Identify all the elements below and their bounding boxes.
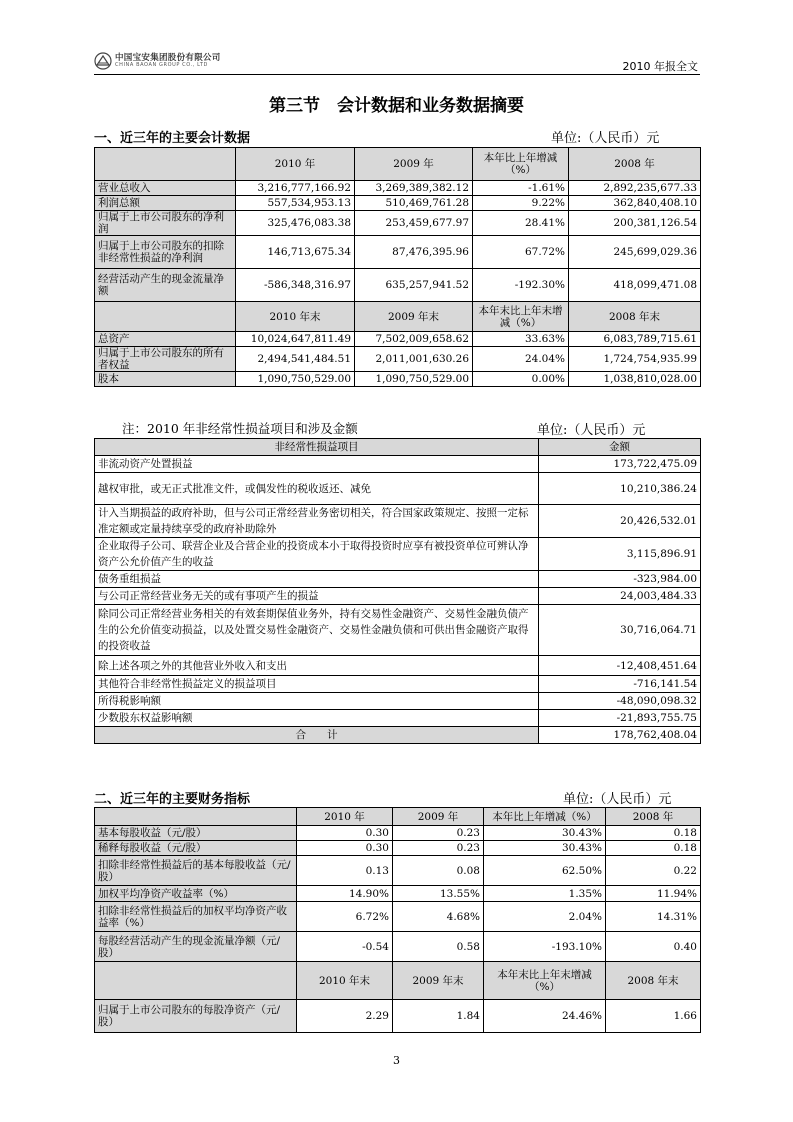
column-header: 2008 年 [606,808,701,826]
table-cell: 87,476,395.96 [355,236,473,269]
row-label: 总资产 [95,332,236,347]
table-cell: -193.10% [484,932,606,962]
table-cell: 24,003,484.33 [539,588,701,605]
table-row [95,902,701,932]
table-cell: 2,494,541,484.51 [236,347,355,372]
table-cell: 62.50% [484,856,606,886]
table-cell: -716,141.54 [539,676,701,693]
table-cell: 2.04% [484,902,606,932]
table-cell: 0.30 [297,841,393,856]
row-label: 与公司正常经营业务无关的或有事项产生的损益 [95,588,539,605]
table-cell: 146,713,675.34 [236,236,355,269]
table-cell: -323,984.00 [539,571,701,588]
table-cell: 0.58 [393,932,484,962]
table-cell: 510,469,761.28 [355,196,473,211]
row-label: 归属于上市公司股东的所有者权益 [95,347,236,372]
table-row [95,456,701,473]
column-header [95,302,236,332]
row-label: 非流动资产处置损益 [95,456,539,473]
table-cell: -0.54 [297,932,393,962]
column-header: 本年比上年增减（%） [484,808,606,826]
table-cell: -12,408,451.64 [539,656,701,676]
report-name: 2010 年报全文 [622,60,698,73]
table-cell: 0.00% [473,372,569,387]
column-header: 2008 年末 [606,962,701,1000]
company-logo-icon [94,52,112,70]
total-label: 合 计 [95,727,539,744]
table-cell: 557,534,953.13 [236,196,355,211]
table-cell: 418,099,471.08 [569,269,701,302]
table-cell: 24.04% [473,347,569,372]
table-row [95,1000,701,1033]
row-label: 计入当期损益的政府补助，但与公司正常经营业务密切相关，符合国家政策规定、按照一定标准定额或定量持续享受的政府补助除外 [95,505,539,538]
column-header [95,962,297,1000]
table-row [95,826,701,841]
company-logo [94,52,221,70]
table-cell: 1,038,810,028.00 [569,372,701,387]
column-header: 本年末比上年末增减（%） [484,962,606,1000]
table-cell: 362,840,408.10 [569,196,701,211]
row-label: 除同公司正常经营业务相关的有效套期保值业务外，持有交易性金融资产、交易性金融负债产生的公允价值变动损益，以及处置交易性金融资产、交易性金融负债和可供出售金融资产取得的投资收益 [95,605,539,656]
column-header: 2010 年末 [297,962,393,1000]
row-label: 所得税影响额 [95,693,539,710]
table-row [95,693,701,710]
table-row [95,656,701,676]
table-cell: 253,459,677.97 [355,211,473,236]
total-row [95,727,701,744]
table-row [95,196,701,211]
note-title: 注：2010 年非经常性损益项目和涉及金额 [122,421,358,436]
table-cell: 2.29 [297,1000,393,1033]
table-row [95,605,701,656]
table-row [95,710,701,727]
row-label: 经营活动产生的现金流量净额 [95,269,236,302]
table-cell: 14.31% [606,902,701,932]
table-row [95,372,701,387]
table-row [95,932,701,962]
table-cell: 0.18 [606,841,701,856]
table-row [95,571,701,588]
table-cell: 4.68% [393,902,484,932]
row-label: 少数股东权益影响额 [95,710,539,727]
table-row [95,332,701,347]
row-label: 扣除非经常性损益后的加权平均净资产收益率（%） [95,902,297,932]
column-header [95,808,297,826]
accounting-data-table [94,147,701,387]
table-cell: 11.94% [606,886,701,902]
table-cell: 0.08 [393,856,484,886]
table-row [95,886,701,902]
column-header: 2010 年 [297,808,393,826]
column-header: 2009 年 [355,148,473,181]
column-header: 金额 [539,439,701,456]
non-recurring-items-table [94,438,701,744]
table-cell: 200,381,126.54 [569,211,701,236]
column-header: 本年比上年增减（%） [473,148,569,181]
table-row [95,181,701,196]
table-cell: 3,216,777,166.92 [236,181,355,196]
table-cell: 0.18 [606,826,701,841]
table-cell: -586,348,316.97 [236,269,355,302]
table-cell: -21,893,755.75 [539,710,701,727]
table-cell: 1.35% [484,886,606,902]
table-cell: -192.30% [473,269,569,302]
column-header: 非经常性损益项目 [95,439,539,456]
table-row [95,473,701,505]
table-cell: 2,011,001,630.26 [355,347,473,372]
table-cell: 173,722,475.09 [539,456,701,473]
company-name-cn: 中国宝安集团股份有限公司 [115,52,221,63]
table-row [95,538,701,571]
table-cell: 1,724,754,935.99 [569,347,701,372]
table-header-row [95,962,701,1000]
table-row [95,856,701,886]
table-cell: 1.84 [393,1000,484,1033]
table-row [95,347,701,372]
column-header: 2009 年末 [393,962,484,1000]
table-cell: 1.66 [606,1000,701,1033]
table-cell: 1,090,750,529.00 [355,372,473,387]
row-label: 股本 [95,372,236,387]
page-number: 3 [393,1054,400,1067]
table-cell: 33.63% [473,332,569,347]
page-header [94,50,700,75]
table-header-row [95,439,701,456]
table-cell: 28.41% [473,211,569,236]
row-label: 归属于上市公司股东的扣除非经常性损益的净利润 [95,236,236,269]
table-cell: 14.90% [297,886,393,902]
table-row [95,269,701,302]
table-cell: 30,716,064.71 [539,605,701,656]
row-label: 债务重组损益 [95,571,539,588]
table-cell: 325,476,083.38 [236,211,355,236]
row-label: 除上述各项之外的其他营业外收入和支出 [95,656,539,676]
part1-heading: 一、近三年的主要会计数据 [94,131,251,146]
total-value: 178,762,408.04 [539,727,701,744]
column-header [95,148,236,181]
section-title: 第三节 会计数据和业务数据摘要 [269,96,524,116]
table-cell: 6.72% [297,902,393,932]
table-cell: 10,024,647,811.49 [236,332,355,347]
table-row [95,588,701,605]
table-cell: 3,115,896.91 [539,538,701,571]
table-cell: 0.22 [606,856,701,886]
table-cell: 9.22% [473,196,569,211]
table-cell: 30.43% [484,841,606,856]
column-header: 2010 年末 [236,302,355,332]
row-label: 稀释每股收益（元/股） [95,841,297,856]
table-cell: 24.46% [484,1000,606,1033]
part2-heading: 二、近三年的主要财务指标 [94,792,251,807]
row-label: 加权平均净资产收益率（%） [95,886,297,902]
table-header-row [95,302,701,332]
table-row [95,841,701,856]
row-label: 其他符合非经常性损益定义的损益项目 [95,676,539,693]
table-cell: -1.61% [473,181,569,196]
table-row [95,211,701,236]
table-cell: 1,090,750,529.00 [236,372,355,387]
financial-indicators-table [94,807,701,1033]
part1-unit: 单位:（人民币）元 [551,131,660,146]
table-cell: 0.23 [393,841,484,856]
row-label: 利润总额 [95,196,236,211]
column-header: 2009 年末 [355,302,473,332]
table-header-row [95,808,701,826]
row-label: 基本每股收益（元/股） [95,826,297,841]
row-label: 企业取得子公司、联营企业及合营企业的投资成本小于取得投资时应享有被投资单位可辨认净资产公允价值产生的收益 [95,538,539,571]
table-cell: 7,502,009,658.62 [355,332,473,347]
note-unit: 单位:（人民币）元 [537,423,646,438]
table-cell: 30.43% [484,826,606,841]
row-label: 每股经营活动产生的现金流量净额（元/股） [95,932,297,962]
table-row [95,236,701,269]
column-header: 2009 年 [393,808,484,826]
table-row [95,505,701,538]
table-cell: 0.13 [297,856,393,886]
row-label: 归属于上市公司股东的净利润 [95,211,236,236]
table-cell: 2,892,235,677.33 [569,181,701,196]
part2-unit: 单位:（人民币）元 [563,792,672,807]
table-cell: 0.23 [393,826,484,841]
company-name-en: CHINA BAOAN GROUP CO., LTD [115,62,208,69]
table-cell: 3,269,389,382.12 [355,181,473,196]
column-header: 2008 年 [569,148,701,181]
table-cell: 6,083,789,715.61 [569,332,701,347]
table-cell: 0.40 [606,932,701,962]
table-cell: 20,426,532.01 [539,505,701,538]
row-label: 营业总收入 [95,181,236,196]
table-cell: 10,210,386.24 [539,473,701,505]
row-label: 归属于上市公司股东的每股净资产（元/股） [95,1000,297,1033]
table-cell: 67.72% [473,236,569,269]
column-header: 2008 年末 [569,302,701,332]
table-cell: 0.30 [297,826,393,841]
table-header-row [95,148,701,181]
table-cell: 13.55% [393,886,484,902]
row-label: 扣除非经常性损益后的基本每股收益（元/股） [95,856,297,886]
table-cell: -48,090,098.32 [539,693,701,710]
row-label: 越权审批，或无正式批准文件，或偶发性的税收返还、减免 [95,473,539,505]
table-cell: 635,257,941.52 [355,269,473,302]
table-cell: 245,699,029.36 [569,236,701,269]
table-row [95,676,701,693]
column-header: 2010 年 [236,148,355,181]
column-header: 本年末比上年末增减（%） [473,302,569,332]
